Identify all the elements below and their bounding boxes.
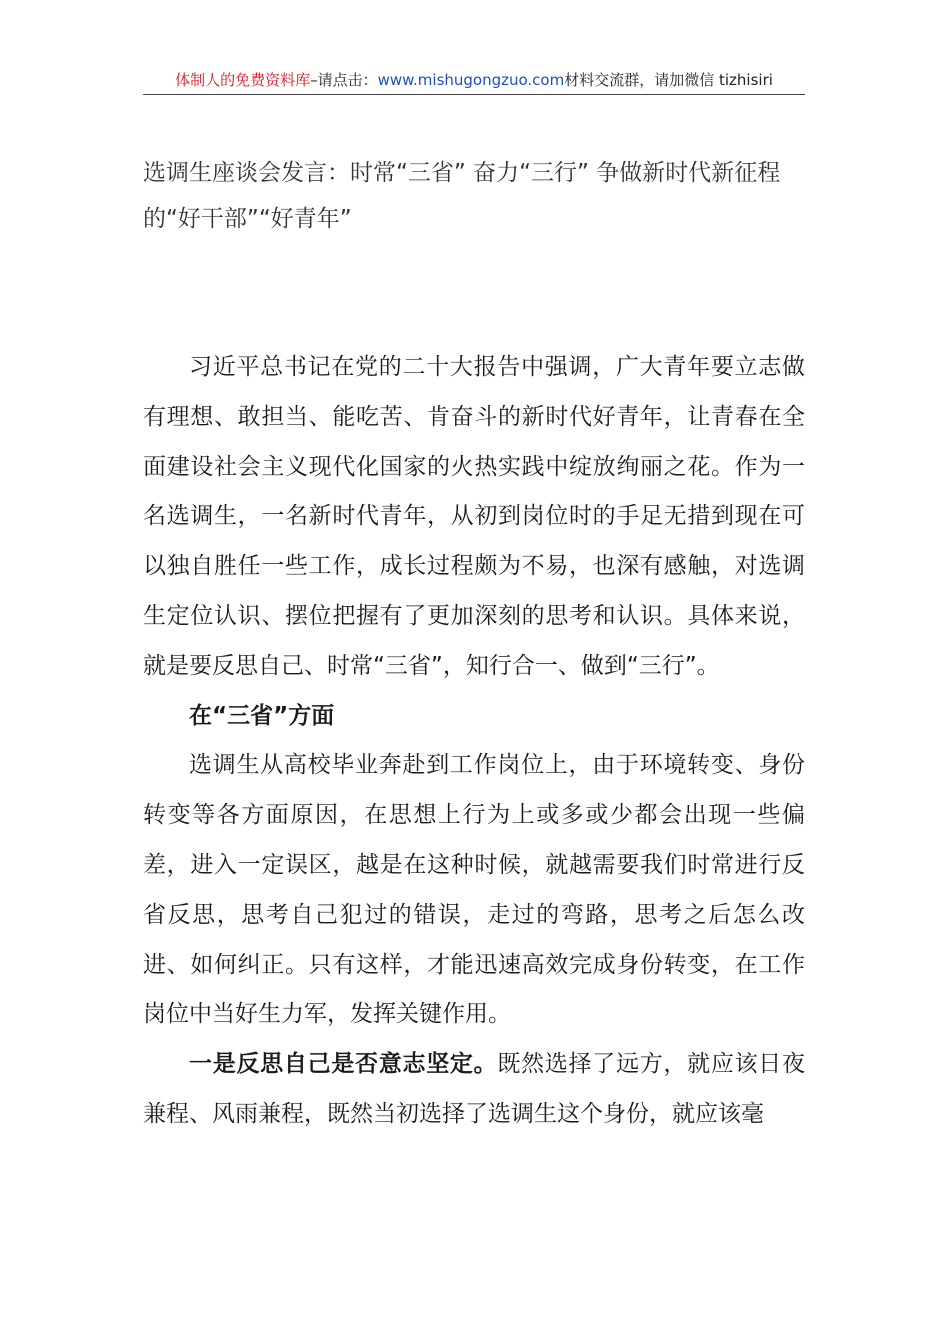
document-body (143, 343, 805, 1140)
section-paragraph: 选调生从高校毕业奔赴到工作岗位上，由于环境转变、身份转变等各方面原因，在思想上行为上或多或少都会出现一些偏差，进入一定误区，越是在这种时候，就越需要我们时常进行反省反思，思考自己犯过的错误，走过的弯路，思考之后怎么改进、如何纠正。只有这样，才能迅速高效完成身份转变，在工作岗位中当好生力军，发挥关键作用。 (143, 752, 805, 1028)
header-website-link[interactable]: www.mishugongzuo.com (377, 71, 565, 89)
header-prompt: –请点击： (310, 71, 378, 89)
header-brand: 体制人的免费资料库 (175, 71, 311, 89)
point-one-body: 既然选择了远方，就应该日夜兼程、风雨兼程，既然当初选择了选调生这个身份，就应该毫 (143, 1051, 806, 1127)
point-one-paragraph (143, 1040, 805, 1140)
section-heading: 在“三省”方面 (189, 702, 335, 729)
header-wechat-note: 材料交流群，请加微信 tizhisiri (564, 71, 773, 89)
point-one-lead: 一是反思自己是否意志坚定。 (189, 1051, 498, 1078)
document-title: 选调生座谈会发言：时常“三省” 奋力“三行” 争做新时代新征程的“好干部”“好青年” (143, 160, 781, 232)
intro-paragraph: 习近平总书记在党的二十大报告中强调，广大青年要立志做有理想、敢担当、能吃苦、肯奋斗的新时代好青年，让青春在全面建设社会主义现代化国家的火热实践中绽放绚丽之花。作为一名选调生，一名新时代青年，从初到岗位时的手足无措到现在可以独自胜任一些工作，成长过程颇为不易，也深有感触，对选调生定位认识、摆位把握有了更加深刻的思考和认识。具体来说，就是要反思自己、时常“三省”，知行合一、做到“三行”。 (143, 354, 805, 679)
page-header (143, 68, 805, 95)
